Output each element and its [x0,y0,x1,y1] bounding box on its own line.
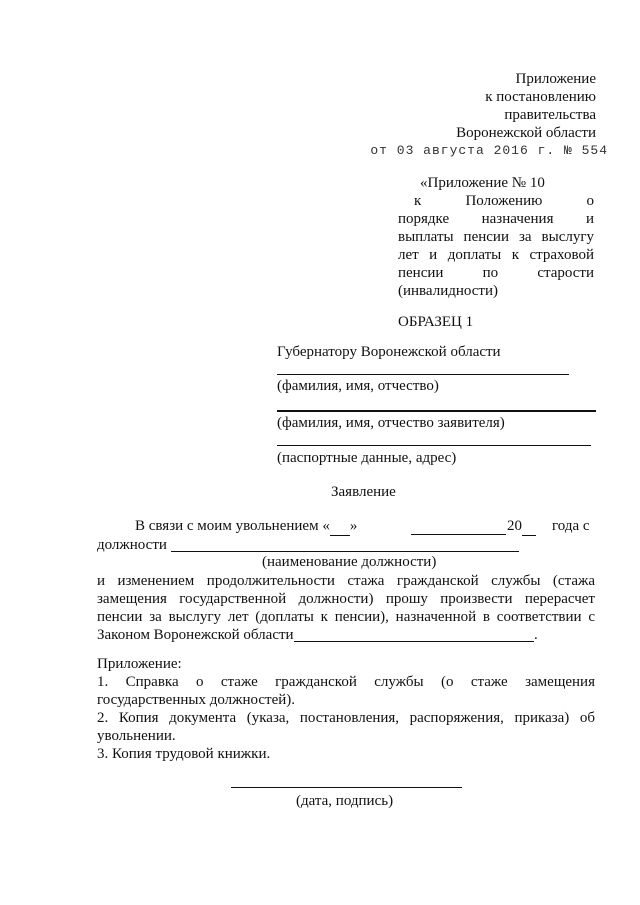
header-line-1: Приложение [515,71,596,87]
addressee-governor: Губернатору Воронежской области [277,344,501,360]
attachments-heading: Приложение: [97,656,182,672]
date-number-stamp: от 03 августа 2016 г. № 554 [370,143,608,158]
fio-underline [277,374,569,375]
day-blank [330,517,350,536]
appendix-line-7: (инвалидности) [398,283,499,299]
body-paragraph: и изменением продолжительности стажа гражданской службы (стажа замещения государственной должности) прошу произвести перерасчет пенсии за выслугу лет (доплаты к пенсии), назначенной в соответствии с [97,573,595,625]
applicant-caption: (фамилия, имя, отчество заявителя) [277,415,505,431]
statement-title: Заявление [331,484,396,500]
header-line-2: к постановлению [485,89,596,105]
signature-underline [231,787,462,788]
body-line-1: В связи с моим увольнением « » [135,518,358,534]
header-line-3: правительства [504,107,596,123]
appendix-line-6: пенсии по старости [398,265,594,281]
passport-underline [277,445,591,446]
body-line-1-end: года с [552,518,590,534]
header-line-4: Воронежской области [456,125,596,141]
applicant-underline [277,410,596,412]
year-blank [522,517,536,536]
signature-caption: (дата, подпись) [296,793,394,809]
position-label: должности [97,537,167,553]
law-underline [294,641,534,642]
position-underline [171,551,519,552]
appendix-line-2: к Положению о [414,193,594,209]
law-period: . [534,627,538,643]
attachment-item-2: 2. Копия документа (указа, постановления, распоряжения, приказа) об увольнении. [97,710,595,744]
year-prefix: 20 [507,517,536,536]
law-label: Законом Воронежской области [97,627,294,643]
passport-caption: (паспортные данные, адрес) [277,450,457,466]
appendix-line-4: выплаты пенсии за выслугу [398,229,594,245]
position-caption: (наименование должности) [262,554,437,570]
fio-caption: (фамилия, имя, отчество) [277,378,439,394]
attachment-item-1: 1. Справка о стаже гражданской службы (о стаже замещения государственных должностей). [97,674,595,708]
appendix-title: «Приложение № 10 [420,175,545,191]
appendix-line-5: лет и доплаты к страховой [398,247,594,263]
appendix-line-3: порядке назначения и [398,211,594,227]
attachment-item-3: 3. Копия трудовой книжки. [97,746,271,762]
sample-label: ОБРАЗЕЦ 1 [398,314,474,330]
month-blank [411,534,506,535]
